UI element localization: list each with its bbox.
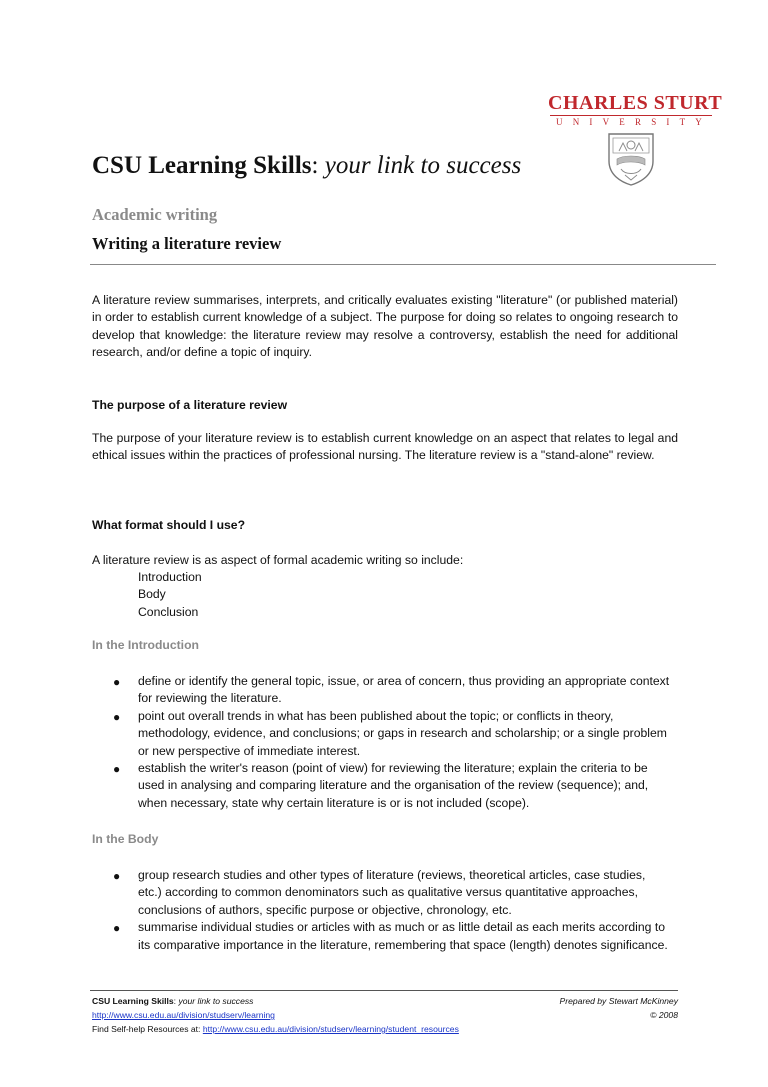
bullet-text: establish the writer's reason (point of view) for reviewing the literature; explain the criteria to be used in analysing and comparing literature and the organisation of the review (sequence); and, when necessary, state why certain literature is or is not included (scope). <box>138 761 649 810</box>
purpose-heading: The purpose of a literature review <box>92 398 288 412</box>
title-divider <box>90 264 716 265</box>
footer-row-resources <box>92 1022 678 1036</box>
logo-subtitle: UNIVERSITY <box>556 117 712 127</box>
footer-title-separator: : <box>173 996 179 1006</box>
page-footer <box>92 994 678 1036</box>
bullet-text: define or identify the general topic, issue, or area of concern, thus providing an appropriate context for reviewing the literature. <box>138 674 670 706</box>
format-paragraph: A literature review is as aspect of formal academic writing so include: <box>92 553 464 567</box>
logo-rule <box>550 115 712 116</box>
title-separator: : <box>311 152 325 179</box>
footer-row-url <box>92 1008 678 1022</box>
crest-icon <box>605 131 657 187</box>
format-item: Conclusion <box>138 604 199 619</box>
list-item <box>110 867 670 919</box>
format-list <box>138 569 202 621</box>
university-logo <box>548 92 723 187</box>
format-item: Introduction <box>138 570 202 584</box>
footer-prepared-by: Prepared by Stewart McKinney <box>559 996 678 1006</box>
list-item <box>110 760 670 812</box>
page-title <box>92 152 521 180</box>
bullet-icon: ● <box>113 709 121 724</box>
resources-label: Find Self-help Resources at: <box>92 1024 203 1034</box>
list-item <box>110 708 670 760</box>
purpose-paragraph: The purpose of your literature review is to establish current knowledge on an aspect that relates to legal and ethical issues within the practices of professional nursing. The literature review is a "stand-alone" review. <box>92 431 678 463</box>
body-subheading: In the Body <box>92 832 159 846</box>
footer-divider <box>90 990 678 991</box>
bullet-icon: ● <box>113 869 121 883</box>
bullet-text: summarise individual studies or articles with as much or as little detail as each merits according to its comparative importance in the literature, remembering that space (length) denotes significance. <box>138 920 668 952</box>
introduction-subheading: In the Introduction <box>92 638 199 652</box>
logo-name: CHARLES STURT <box>548 92 723 114</box>
title-tagline: your link to success <box>324 152 522 179</box>
bullet-icon: ● <box>113 762 121 777</box>
footer-copyright: © 2008 <box>650 1010 678 1020</box>
list-item <box>110 919 670 954</box>
list-item <box>110 673 670 708</box>
footer-title-strong: CSU Learning Skills <box>92 996 174 1006</box>
student-resources-link[interactable]: http://www.csu.edu.au/division/studserv/learning/student_resources <box>202 1024 459 1034</box>
section-label: Academic writing <box>92 205 218 224</box>
introduction-bullet-list <box>110 673 670 812</box>
bullet-text: point out overall trends in what has been published about the topic; or conflicts in theory, methodology, evidence, and conclusions; or gaps in research and scholarship; or a single problem or new perspective of immediate interest. <box>138 708 667 758</box>
bullet-icon: ● <box>113 921 121 936</box>
title-strong: CSU Learning Skills <box>92 152 312 179</box>
format-heading: What format should I use? <box>92 518 246 532</box>
footer-title-tagline: your link to success <box>178 996 254 1006</box>
learning-url-link[interactable]: http://www.csu.edu.au/division/studserv/learning <box>92 1010 275 1020</box>
body-bullet-list <box>110 867 670 954</box>
footer-row-title <box>92 994 678 1008</box>
bullet-icon: ● <box>113 675 121 689</box>
bullet-text: group research studies and other types of literature (reviews, theoretical articles, case studies, etc.) according to common denominators such as qualitative versus quantitative approaches, conclusions of authors, specific purpose or objective, chronology, etc. <box>138 868 646 917</box>
footer-title <box>92 996 253 1006</box>
format-item: Body <box>138 587 166 602</box>
document-title: Writing a literature review <box>92 234 282 253</box>
intro-paragraph: A literature review summarises, interprets, and critically evaluates existing "literature" (or published material) in order to establish current knowledge of a subject. The purpose for doing so relates to ongoing research to develop that knowledge: the literature review may resolve a controversy, establish the need for additional research, and/or define a topic of inquiry. <box>92 293 678 360</box>
